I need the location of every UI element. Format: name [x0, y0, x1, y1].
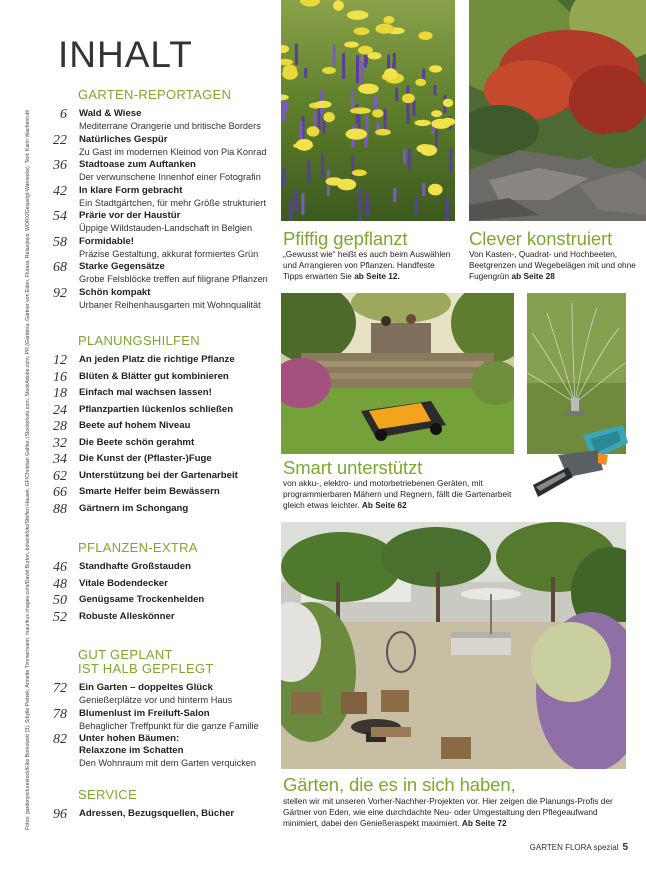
feature-title-smart: Smart unterstützt	[283, 457, 423, 478]
toc-entry[interactable]	[52, 733, 274, 770]
toc-section-heading: GARTEN-REPORTAGEN	[78, 87, 232, 102]
toc-page-number: 82	[53, 732, 67, 747]
page-reference-clever: ab Seite 28	[511, 271, 555, 282]
toc-section-heading-line: IST HALB GEPFLEGT	[78, 661, 214, 676]
toc-entry-title: Robuste Alleskönner	[79, 610, 175, 622]
toc-section-heading: PFLANZEN-EXTRA	[78, 540, 198, 555]
feature-title-gaerten: Gärten, die es in sich haben,	[283, 774, 516, 795]
toc-entry-subtitle: Grobe Felsblöcke treffen auf filigrane Pflanzen	[79, 274, 268, 284]
toc-entry[interactable]	[52, 185, 274, 211]
toc-entry-subtitle: Den Wohnraum mit dem Garten verquicken	[79, 758, 257, 768]
toc-page-number: 24	[53, 402, 67, 418]
toc-entry-title: Adressen, Bezugsquellen, Bücher	[79, 808, 235, 819]
toc-entry[interactable]	[52, 594, 274, 611]
page-reference-smart: Ab Seite 62	[361, 500, 407, 511]
toc-entry[interactable]	[52, 261, 274, 287]
toc-entry[interactable]	[52, 808, 274, 825]
toc-entry-subtitle: Zu Gast im modernen Kleinod von Pia Konrad	[79, 146, 267, 157]
toc-entry[interactable]	[52, 134, 274, 160]
toc-entry-subtitle: Präzise Gestaltung, akkurat formiertes Grün	[79, 248, 259, 259]
feature-title-clever: Clever konstruiert	[469, 228, 613, 249]
toc-page-number: 28	[53, 419, 67, 434]
toc-entry-title: Die Kunst der (Pflaster-)Fuge	[79, 453, 212, 464]
toc-page-number: 12	[53, 353, 67, 368]
toc-entry-subtitle: Behaglicher Treffpunkt für die ganze Familie	[79, 720, 259, 731]
toc-entry[interactable]	[52, 486, 274, 503]
toc-page-number: 72	[53, 681, 67, 696]
toc-entry[interactable]	[52, 108, 274, 134]
toc-page-number: 48	[53, 576, 67, 592]
feature-text-smart	[283, 478, 523, 512]
toc-entry[interactable]	[52, 159, 274, 185]
toc-entry-title: Die Beete schön gerahmt	[79, 436, 195, 448]
toc-entry-title-line2: Relaxzone im Schatten	[79, 745, 184, 756]
toc-page-number: 68	[53, 260, 67, 275]
toc-entry[interactable]	[52, 611, 274, 628]
magazine-name: GARTEN FLORA spezial	[529, 843, 619, 852]
toc-page-number: 54	[53, 209, 67, 224]
toc-entry[interactable]	[52, 437, 274, 454]
page-reference-gaerten: Ab Seite 72	[461, 818, 507, 829]
toc-page-number: 58	[53, 234, 67, 250]
toc-entry[interactable]	[52, 287, 274, 313]
toc-entry-title: Starke Gegensätze	[79, 261, 165, 272]
toc-entry-subtitle: Mediterrane Orangerie und britische Borders	[79, 121, 261, 131]
toc-entry-title: Smarte Helfer beim Bewässern	[79, 486, 220, 497]
toc-entry[interactable]	[52, 682, 274, 708]
toc-page-number: 78	[53, 706, 67, 722]
toc-page-number: 92	[53, 285, 67, 301]
toc-entry[interactable]	[52, 453, 274, 470]
feature-body-clever: Von Kasten-, Quadrat- und Hochbeeten, Beetgrenzen und Wegebelägen mit und ohne Fugengrün	[469, 249, 636, 282]
toc-page-number: 36	[53, 158, 67, 173]
toc-section-heading	[78, 648, 274, 676]
toc-entry[interactable]	[52, 354, 274, 371]
toc-entry-title: Blüten & Blätter gut kombinieren	[79, 370, 229, 382]
feature-body-gaerten: stellen wir mit unseren Vorher-Nachher-Projekten vor. Hier zeigen die Planungs-Profis der Gärtner von Eden, wie eine durchdachte Neu- oder Umgestaltung den Pflegeaufwand minimiert, dabei den Genießeraspekt maximiert.	[283, 796, 613, 829]
toc-entry-title: In klare Form gebracht	[79, 184, 183, 196]
table-of-contents	[52, 32, 274, 825]
toc-entry[interactable]	[52, 420, 274, 437]
toc-page-number: 62	[53, 468, 67, 484]
toc-page-number: 18	[53, 386, 67, 401]
toc-entry-title: Natürliches Gespür	[79, 133, 168, 145]
toc-entry-subtitle: Ein Stadtgärtchen, für mehr Größe strukturiert	[79, 197, 266, 208]
toc-section-heading-line: GUT GEPLANT	[78, 647, 173, 662]
toc-section-heading: SERVICE	[78, 787, 137, 802]
feature-body-pfiffig: „Gewusst wie“ heißt es auch beim Auswählen und Arrangieren von Pflanzen. Handfeste Tipps erwarten Sie	[283, 249, 451, 282]
toc-entry[interactable]	[52, 371, 274, 388]
toc-entry-title: Standhafte Großstauden	[79, 561, 191, 572]
page-reference-pfiffig: ab Seite 12.	[354, 271, 400, 282]
toc-entry[interactable]	[52, 236, 274, 262]
toc-entry-title: Stadtoase zum Auftanken	[79, 159, 196, 170]
toc-entry-title: Ein Garten – doppeltes Glück	[79, 682, 213, 693]
toc-entry[interactable]	[52, 387, 274, 404]
toc-page-number: 42	[53, 183, 67, 199]
toc-page-number: 46	[53, 560, 67, 575]
toc-entry[interactable]	[52, 578, 274, 595]
toc-entry-title: Formidable!	[79, 235, 134, 247]
toc-page-number: 32	[53, 435, 67, 451]
photo-garden-firepit	[281, 522, 626, 769]
toc-entry[interactable]	[52, 470, 274, 487]
toc-entry-title: Genügsame Trockenhelden	[79, 594, 205, 605]
toc-page-number: 16	[53, 369, 67, 385]
toc-entry-title: Wald & Wiese	[79, 108, 142, 119]
photo-credits: Fotos: gardenpicturestock/Elke Borkowski (3), Sibylle Pietrek, Annette Timmermann, mauritius images.com/David Burton, botanikfoto/Steffen Hauser, GF/Christian Gahler, iStockphoto.com, StockAdobe.com, PR (Gardena, Gärtner von Eden, Flutara, Relaxdays, WORX/Gespeigl-Warnecke). Text: Karin Wachenruth	[25, 109, 31, 830]
photo-maple-rocks	[469, 0, 646, 221]
toc-title: INHALT	[58, 34, 193, 75]
toc-entry[interactable]	[52, 210, 274, 236]
toc-page-number: 6	[60, 107, 67, 122]
photo-robot-mower	[281, 293, 514, 454]
toc-entry-title: Beete auf hohem Niveau	[79, 420, 191, 431]
feature-text-gaerten	[283, 796, 613, 830]
toc-section-heading: PLANUNGSHILFEN	[78, 333, 200, 348]
toc-entry[interactable]	[52, 503, 274, 520]
toc-entry-title: Prärie vor der Haustür	[79, 210, 181, 221]
toc-entry-title: Vitale Bodendecker	[79, 577, 168, 589]
toc-entry-title: Schön kompakt	[79, 286, 151, 298]
feature-text-pfiffig	[283, 249, 453, 283]
toc-entry-title: Unter hohen Bäumen:	[79, 733, 180, 744]
toc-entry-title: Gärtnern im Schongang	[79, 502, 189, 514]
toc-page-number: 22	[53, 132, 67, 148]
toc-entry-subtitle: Urbaner Reihenhausgarten mit Wohnqualität	[79, 299, 261, 310]
toc-entry-title: Pflanzpartien lückenlos schließen	[79, 403, 234, 415]
toc-entry[interactable]	[52, 561, 274, 578]
page-footer	[530, 842, 628, 853]
page-number: 5	[622, 842, 628, 853]
toc-entry-title: An jeden Platz die richtige Pflanze	[79, 354, 235, 365]
toc-entry-title: Unterstützung bei der Gartenarbeit	[79, 469, 238, 481]
toc-page-number: 96	[53, 807, 67, 822]
toc-page-number: 88	[53, 501, 67, 517]
photo-grass-shears	[528, 425, 632, 505]
toc-entry-subtitle: Üppige Wildstauden-Landschaft in Belgien	[79, 223, 253, 233]
toc-page-number: 52	[53, 609, 67, 625]
toc-entry-title: Blumenlust im Freiluft-Salon	[79, 707, 210, 719]
toc-entry-title: Einfach mal wachsen lassen!	[79, 387, 212, 398]
feature-title-pfiffig: Pfiffig gepflanzt	[283, 228, 408, 249]
toc-entry-subtitle: Der verwunschene Innenhof einer Fotografin	[79, 172, 261, 182]
feature-body-smart: von akku-, elektro- und motorbetriebenen Geräten, mit programmierbaren Mähern und Regnern, fällt die Gartenarbeit gleich etwas leichter.	[283, 478, 512, 511]
toc-page-number: 66	[53, 485, 67, 500]
photo-yarrow-salvia	[281, 0, 455, 221]
toc-entry[interactable]	[52, 404, 274, 421]
toc-entry-subtitle: Genießerplätze vor und hinterm Haus	[79, 695, 233, 705]
toc-entry[interactable]	[52, 708, 274, 734]
toc-page-number: 34	[53, 452, 67, 467]
toc-page-number: 50	[53, 593, 67, 608]
feature-text-clever	[469, 249, 639, 283]
